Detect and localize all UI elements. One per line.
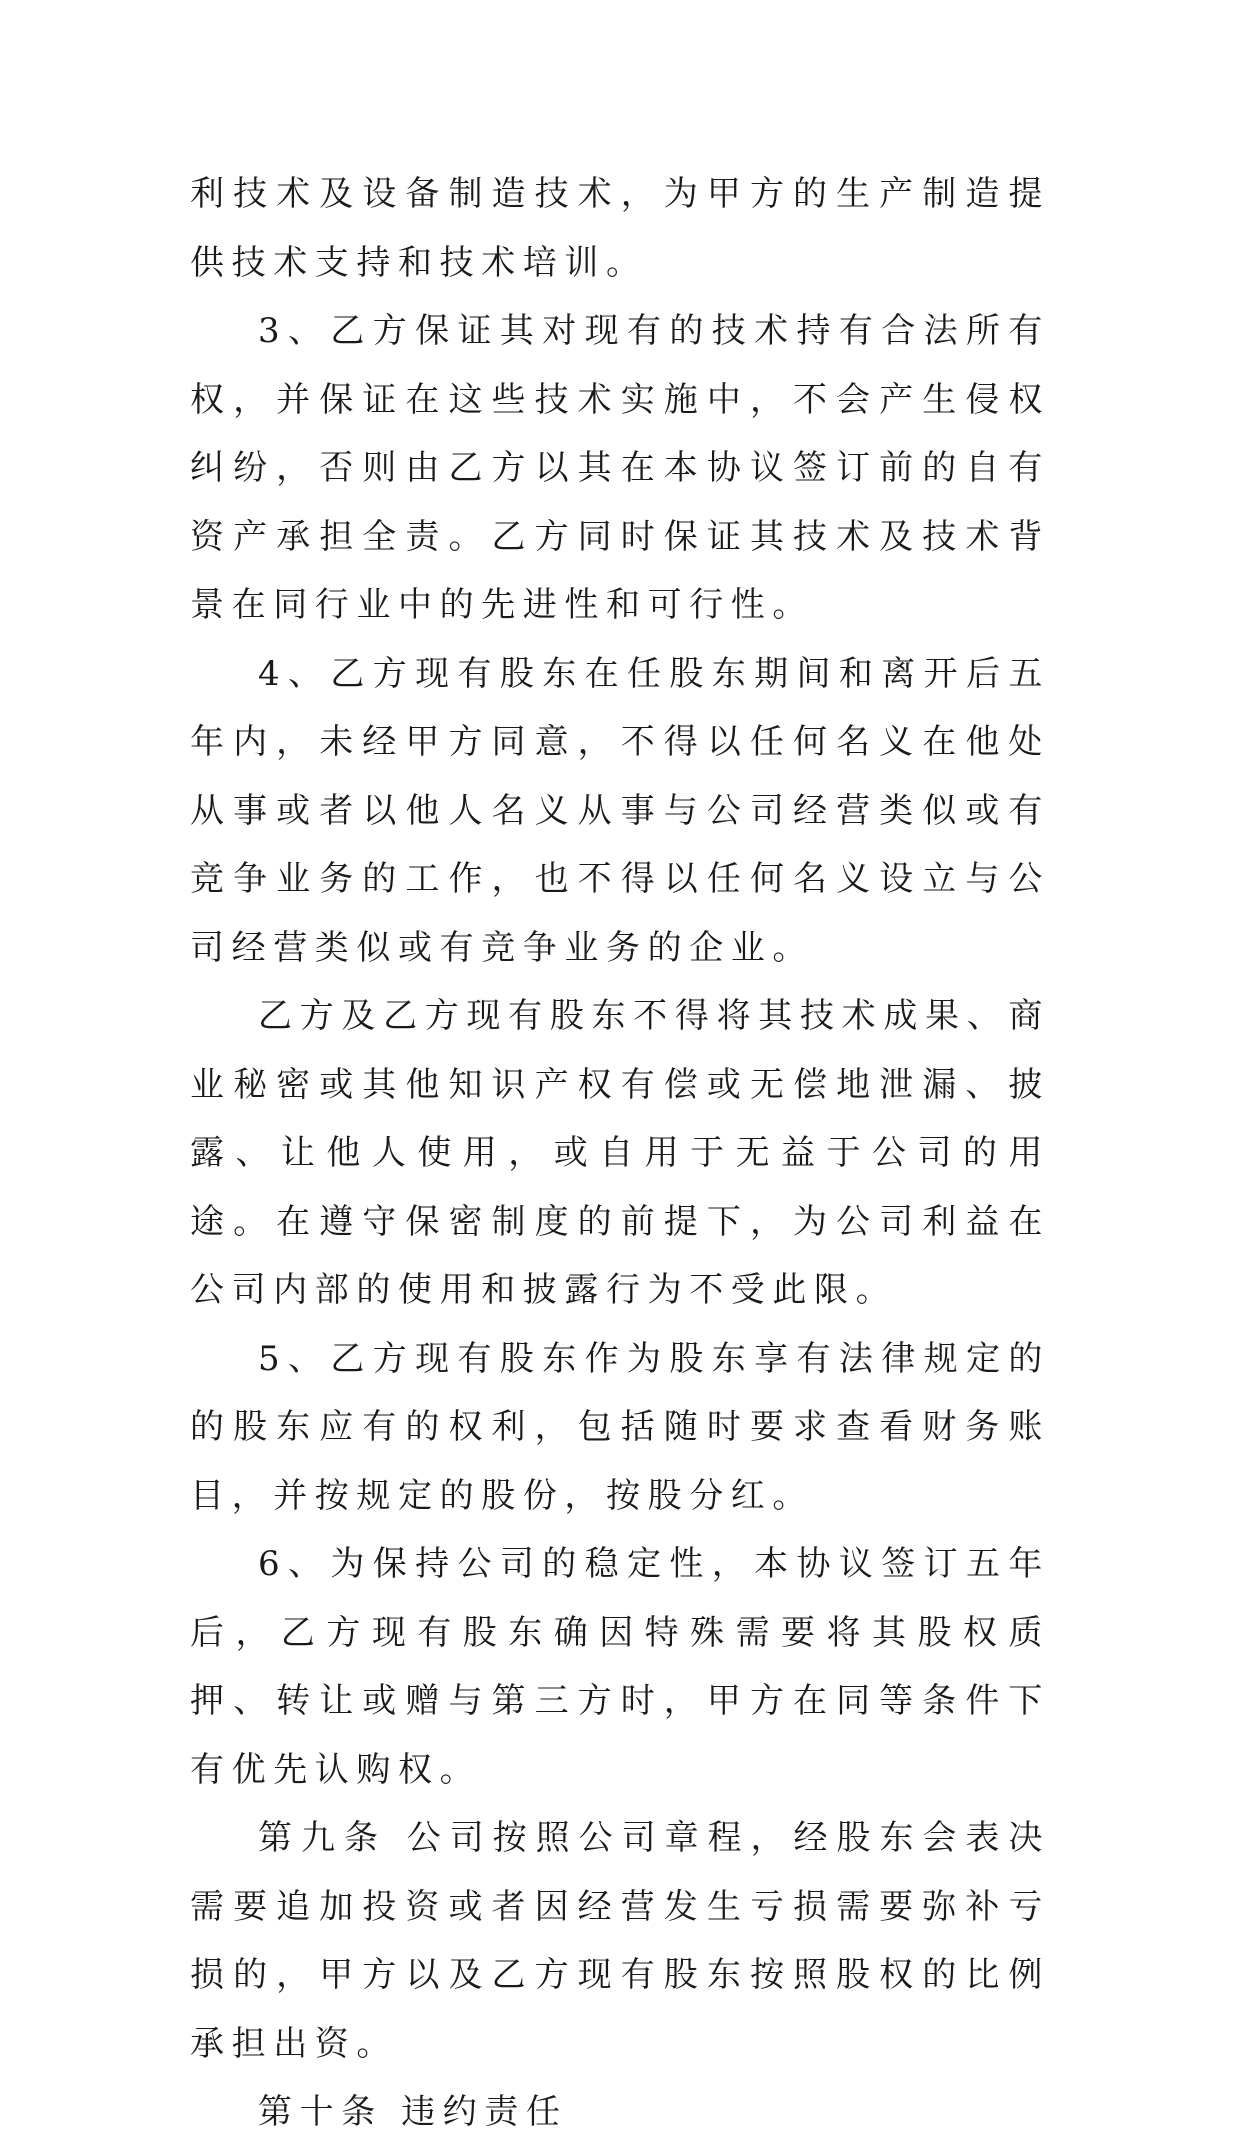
- paragraph-article-9: 第九条 公司按照公司章程，经股东会表决需要追加投资或者因经营发生亏损需要弥补亏损的，甲方以及乙方现有股东按照股权的比例承担出资。: [190, 1818, 1050, 2064]
- paragraph-item-4: 4、乙方现有股东在任股东期间和离开后五年内，未经甲方同意，不得以任何名义在他处从事或者以他人名义从事与公司经营类似或有竞争业务的工作，也不得以任何名义设立与公司经营类似或有竞争业务的企业。: [190, 653, 1050, 968]
- paragraph-item-3: 3、乙方保证其对现有的技术持有合法所有权，并保证在这些技术实施中，不会产生侵权纠纷，否则由乙方以其在本协议签订前的自有资产承担全责。乙方同时保证其技术及技术背景在同行业中的先进性和可行性。: [190, 311, 1050, 625]
- paragraph-confidentiality: 乙方及乙方现有股东不得将其技术成果、商业秘密或其他知识产权有偿或无偿地泄漏、披露、让他人使用，或自用于无益于公司的用途。在遵守保密制度的前提下，为公司利益在公司内部的使用和披露行为不受此限。: [190, 996, 1050, 1310]
- paragraph-item-6: 6、为保持公司的稳定性，本协议签订五年后，乙方现有股东确因特殊需要将其股权质押、转让或赠与第三方时，甲方在同等条件下有优先认购权。: [190, 1544, 1050, 1790]
- paragraph-tech-support-continuation: 利技术及设备制造技术，为甲方的生产制造提供技术支持和技术培训。: [190, 174, 1050, 283]
- paragraph-article-10-heading: 第十条 违约责任: [258, 2092, 568, 2132]
- paragraph-item-5: 5、乙方现有股东作为股东享有法律规定的的股东应有的权利，包括随时要求查看财务账目，并按规定的股份，按股分红。: [190, 1338, 1050, 1516]
- document-body: [190, 160, 1050, 2147]
